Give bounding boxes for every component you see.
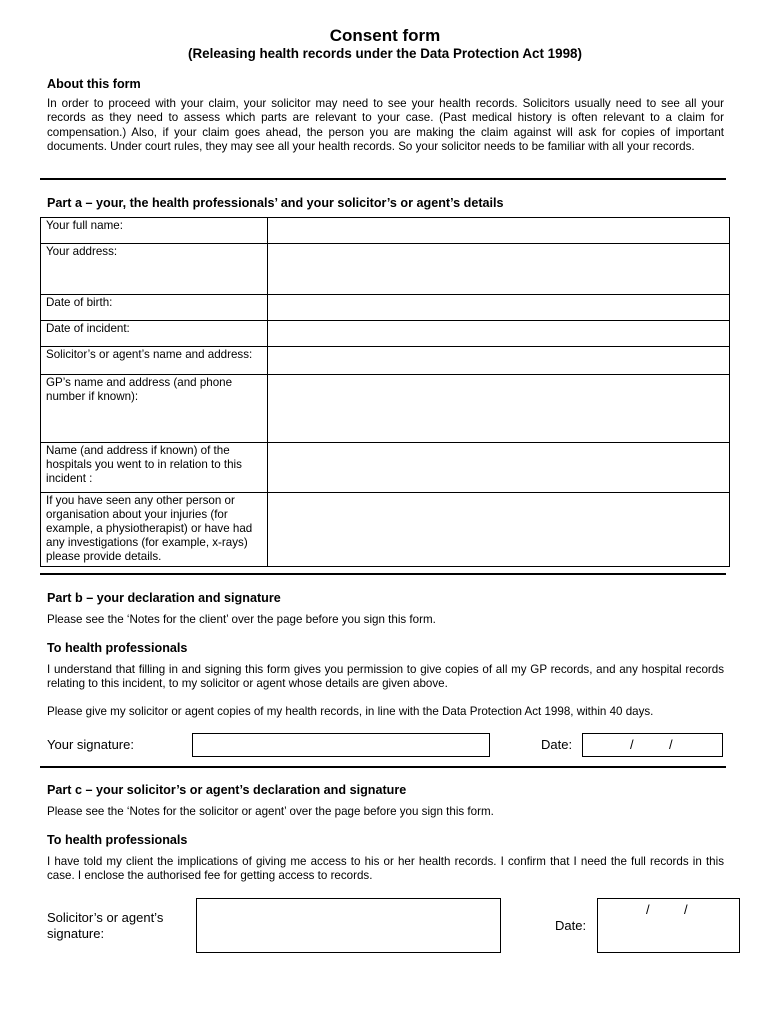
solicitor-date-label: Date: <box>555 918 587 933</box>
table-row <box>41 347 730 375</box>
solicitor-name-field[interactable] <box>268 347 730 375</box>
section-divider <box>40 766 726 768</box>
date-of-birth-field[interactable] <box>268 295 730 321</box>
part-c-declaration-text: I have told my client the implications of giving me access to his or her health records. I confirm that I need the full records in this case. I enclose the authorised fee for getting access to records. <box>47 855 724 883</box>
form-title: Consent form <box>329 26 441 45</box>
client-date-field[interactable] <box>582 733 723 757</box>
form-subtitle: (Releasing health records under the Data Protection Act 1998) <box>188 46 582 61</box>
part-a-details-table <box>40 217 730 567</box>
part-a-heading: Part a – your, the health professionals’ and your solicitor’s or agent’s details <box>47 196 504 210</box>
about-heading: About this form <box>47 77 141 91</box>
part-b-permission-text: I understand that filling in and signing this form gives you permission to give copies of all my GP records, and any hospital records relating to this incident, to my solicitor or agent whose details are given above. <box>47 663 724 691</box>
section-divider <box>40 178 726 180</box>
date-separator: / <box>669 737 673 752</box>
solicitor-date-field[interactable] <box>597 898 740 953</box>
table-row <box>41 244 730 295</box>
part-c-note: Please see the ‘Notes for the solicitor or agent’ over the page before you sign this form. <box>47 805 494 818</box>
table-row <box>41 375 730 443</box>
solicitor-signature-field[interactable] <box>196 898 501 953</box>
client-signature-field[interactable] <box>192 733 490 757</box>
part-b-subheading: To health professionals <box>47 641 188 655</box>
solicitor-name-label: Solicitor’s or agent’s name and address: <box>41 347 268 375</box>
gp-details-label: GP’s name and address (and phone number if known): <box>41 375 268 443</box>
other-treatment-field[interactable] <box>268 493 730 567</box>
gp-details-field[interactable] <box>268 375 730 443</box>
address-label: Your address: <box>41 244 268 295</box>
other-treatment-label: If you have seen any other person or organisation about your injuries (for example, a physiotherapist) or have had any investigations (for example, x-rays) please provide details. <box>41 493 268 567</box>
address-field[interactable] <box>268 244 730 295</box>
table-row <box>41 493 730 567</box>
full-name-label: Your full name: <box>41 218 268 244</box>
date-of-incident-field[interactable] <box>268 321 730 347</box>
client-date-label: Date: <box>541 737 573 752</box>
table-row <box>41 295 730 321</box>
date-of-incident-label: Date of incident: <box>41 321 268 347</box>
client-signature-label: Your signature: <box>47 737 134 752</box>
hospitals-label: Name (and address if known) of the hospitals you went to in relation to this incident : <box>41 443 268 493</box>
part-b-request-text: Please give my solicitor or agent copies of my health records, in line with the Data Protection Act 1998, within 40 days. <box>47 705 654 718</box>
full-name-field[interactable] <box>268 218 730 244</box>
hospitals-field[interactable] <box>268 443 730 493</box>
solicitor-signature-label-line2: signature: <box>47 926 105 941</box>
table-row <box>41 443 730 493</box>
date-of-birth-label: Date of birth: <box>41 295 268 321</box>
part-b-heading: Part b – your declaration and signature <box>47 591 281 605</box>
table-row <box>41 321 730 347</box>
part-c-heading: Part c – your solicitor’s or agent’s declaration and signature <box>47 783 407 797</box>
date-separator: / <box>684 902 688 917</box>
solicitor-signature-label-line1: Solicitor’s or agent’s <box>47 910 164 925</box>
part-b-note: Please see the ‘Notes for the client’ over the page before you sign this form. <box>47 613 436 626</box>
about-body: In order to proceed with your claim, your solicitor may need to see your health records. Solicitors usually need to see all your records as they need to assess which parts are relevant to your case. (Past medical history is often relevant to a claim for compensation.) Also, if your claim goes ahead, the person you are making the claim against will ask for copies of important documents. Under court rules, they may see all your health records. So your solicitor needs to be familiar with all your records. <box>47 97 724 153</box>
date-separator: / <box>630 737 634 752</box>
table-row <box>41 218 730 244</box>
date-separator: / <box>646 902 650 917</box>
part-c-subheading: To health professionals <box>47 833 188 847</box>
section-divider <box>40 573 726 575</box>
